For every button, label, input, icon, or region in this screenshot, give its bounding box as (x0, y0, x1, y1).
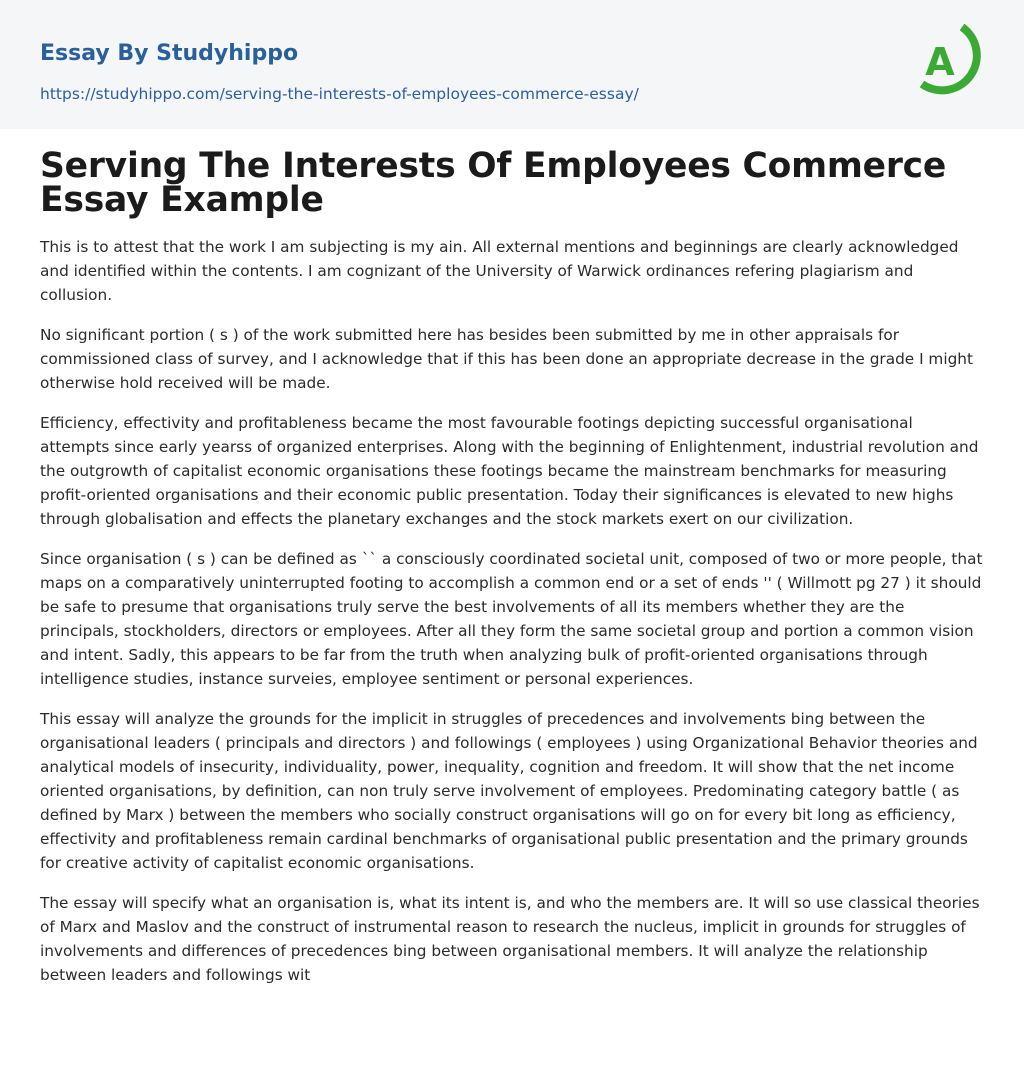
article (40, 146, 986, 1003)
studyhippo-logo-icon[interactable] (906, 18, 992, 104)
article-title: Serving The Interests Of Employees Commerce Essay Example (40, 146, 947, 220)
source-url-link[interactable]: https://studyhippo.com/serving-the-interests-of-employees-commerce-essay/ (40, 85, 639, 103)
article-paragraph: This is to attest that the work I am subjecting is my ain. All external mentions and beginnings are clearly acknowledged and identified within the contents. I am cognizant of the University of Warwick ordinances refering plagiarism and collusion. (40, 238, 959, 304)
site-name[interactable]: Essay By Studyhippo (40, 41, 299, 66)
site-header (0, 0, 1024, 129)
logo-letter: A (925, 40, 955, 84)
article-paragraph: The essay will specify what an organisation is, what its intent is, and who the members are. It will so use classical theories of Marx and Maslov and the construct of instrumental reason to research the nucleus, implicit in grounds for struggles of involvements and differences of precedences bing between organisational members. It will analyze the relationship between leaders and followings wit (40, 894, 980, 984)
article-paragraph: This essay will analyze the grounds for the implicit in struggles of precedences and involvements bing between the organisational leaders ( principals and directors ) and followings ( employees ) using Organizational Behavior theories and analytical models of insecurity, individuality, power, inequality, cognition and freedom. It will show that the net income oriented organisations, by definition, can non truly serve involvement of employees. Predominating category battle ( as defined by Marx ) between the members who socially construct organisations will go on for every bit long as efficiency, effectivity and profitableness remain cardinal benchmarks of organisational public presentation and the primary grounds for creative activity of capitalist economic organisations. (40, 710, 978, 872)
article-paragraph: No significant portion ( s ) of the work submitted here has besides been submitted by me in other appraisals for commissioned class of survey, and I acknowledge that if this has been done an appropriate decrease in the grade I might otherwise hold received will be made. (40, 326, 973, 392)
article-paragraph: Since organisation ( s ) can be defined as `` a consciously coordinated societal unit, composed of two or more people, that maps on a comparatively uninterrupted footing to accomplish a common end or a set of ends '' ( Willmott pg 27 ) it should be safe to presume that organisations truly serve the best involvements of all its members whether they are the principals, stockholders, directors or employees. After all they form the same societal group and portion a common vision and intent. Sadly, this appears to be far from the truth when analyzing bulk of profit-oriented organisations through intelligence studies, instance surveies, employee sentiment or personal experiences. (40, 550, 983, 688)
article-paragraph: Efficiency, effectivity and profitableness became the most favourable footings depicting successful organisational attempts since early yearss of organized enterprises. Along with the beginning of Enlightenment, industrial revolution and the outgrowth of capitalist economic organisations these footings became the mainstream benchmarks for measuring profit-oriented organisations and their economic public presentation. Today their significances is elevated to new highs through globalisation and effects the planetary exchanges and the stock markets exert on our civilization. (40, 414, 979, 528)
